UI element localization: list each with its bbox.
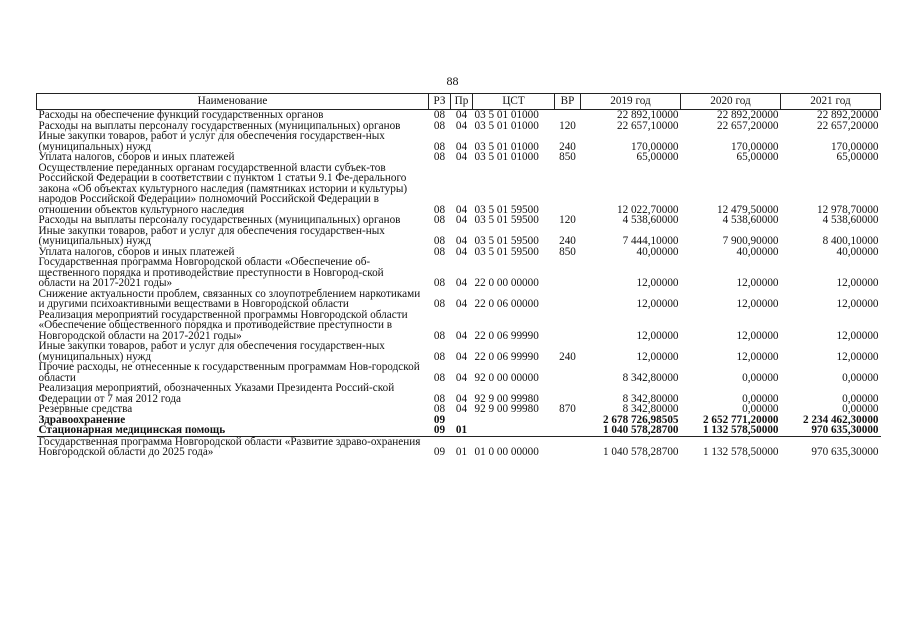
cell-name: Уплата налогов, сборов и иных платежей xyxy=(38,151,235,163)
cell-y2019: 22 657,10000 xyxy=(616,119,679,132)
cell-pr: 04 xyxy=(455,350,468,363)
cell-y2021: 4 538,60000 xyxy=(822,214,879,226)
cell-vr: 240 xyxy=(559,235,576,247)
cell-pr: 01 xyxy=(451,425,473,436)
cell-rz: 08 xyxy=(433,371,446,384)
cell-rz: 09 xyxy=(429,425,451,436)
cell-cst xyxy=(473,425,555,436)
table-row xyxy=(37,257,881,289)
cell-y2020: 12,00000 xyxy=(736,277,779,289)
cell-rz: 08 xyxy=(433,109,446,121)
cell-rz: 08 xyxy=(433,403,446,415)
table-row xyxy=(37,436,881,458)
cell-name: Реализация мероприятий государственной программы Новгородской области «Обеспечение общественного порядка и противодействие преступности в Новгородской области на 2017-2021 годы» xyxy=(38,308,408,342)
cell-name: Прочие расходы, не отнесенные к государственным программам Нов-городской области xyxy=(38,361,420,384)
cell-pr: 04 xyxy=(455,140,468,153)
cell-pr: 04 xyxy=(455,392,468,405)
cell-cst: 03 5 01 01000 xyxy=(474,151,539,163)
cell-cst: 22 0 06 99990 xyxy=(474,329,539,342)
cell-y2019: 1 040 578,28700 xyxy=(581,425,681,436)
cell-pr: 01 xyxy=(455,446,468,458)
cell-y2021: 970 635,30000 xyxy=(811,446,879,458)
cell-y2019: 12,00000 xyxy=(636,298,679,310)
cell-rz: 08 xyxy=(433,140,446,153)
cell-rz: 08 xyxy=(433,298,446,310)
cell-pr: 04 xyxy=(455,403,468,415)
cell-y2021: 2 234 462,30000 xyxy=(802,413,879,426)
cell-name: Иные закупки товаров, работ и услуг для обеспечения государствен-ных (муниципальных) нужд xyxy=(38,130,385,153)
cell-cst: 03 5 01 59500 xyxy=(474,203,539,216)
cell-pr: 04 xyxy=(455,119,468,132)
table-row xyxy=(37,163,881,216)
cell-y2020: 1 132 578,50000 xyxy=(681,425,781,436)
cell-y2019: 12,00000 xyxy=(636,329,679,342)
table-row xyxy=(37,310,881,342)
cell-y2020: 1 132 578,50000 xyxy=(702,446,779,458)
cell-pr: 04 xyxy=(455,371,468,384)
cell-pr: 04 xyxy=(455,203,468,216)
cell-y2021: 0,00000 xyxy=(842,403,879,415)
cell-vr: 850 xyxy=(559,245,576,258)
cell-vr xyxy=(555,257,581,289)
cell-y2021: 12,00000 xyxy=(836,277,879,289)
cell-y2020: 0,00000 xyxy=(742,392,779,405)
cell-y2021: 170,00000 xyxy=(830,140,879,153)
header-cst: ЦСТ xyxy=(473,94,555,110)
cell-rz: 08 xyxy=(433,392,446,405)
cell-cst: 03 5 01 59500 xyxy=(474,245,539,258)
cell-pr: 04 xyxy=(455,245,468,258)
cell-cst xyxy=(473,415,555,426)
cell-vr xyxy=(555,415,581,426)
cell-y2019: 4 538,60000 xyxy=(622,214,679,226)
cell-y2021: 12,00000 xyxy=(836,298,879,310)
cell-y2019: 12,00000 xyxy=(636,277,679,289)
cell-vr xyxy=(555,425,581,436)
cell-y2020: 12,00000 xyxy=(736,298,779,310)
cell-y2021: 970 635,30000 xyxy=(781,425,881,436)
header-vr: ВР xyxy=(555,94,581,110)
cell-vr: 120 xyxy=(559,214,576,226)
cell-y2020: 12 479,50000 xyxy=(716,203,779,216)
cell-rz: 08 xyxy=(433,119,446,132)
cell-y2019: 12 022,70000 xyxy=(616,203,679,216)
cell-y2019: 1 040 578,28700 xyxy=(602,446,679,458)
cell-vr xyxy=(555,110,581,121)
cell-rz: 08 xyxy=(433,151,446,163)
cell-name: Расходы на выплаты персоналу государственных (муниципальных) органов xyxy=(38,214,401,226)
cell-y2021: 0,00000 xyxy=(842,392,879,405)
budget-table xyxy=(36,93,881,458)
cell-pr: 04 xyxy=(455,329,468,342)
cell-name: Расходы на обеспечение функций государственных органов xyxy=(38,109,324,121)
cell-vr: 870 xyxy=(559,403,576,415)
cell-cst: 03 5 01 01000 xyxy=(474,140,539,153)
cell-cst: 92 9 00 99980 xyxy=(474,403,539,415)
cell-pr: 04 xyxy=(455,277,468,289)
table-row xyxy=(37,289,881,310)
cell-y2019: 12,00000 xyxy=(636,350,679,363)
header-pr: Пр xyxy=(451,94,473,110)
cell-cst: 01 0 00 00000 xyxy=(474,446,539,458)
cell-name: Здравоохранение xyxy=(38,413,126,426)
table-row xyxy=(37,152,881,163)
cell-rz: 08 xyxy=(433,329,446,342)
cell-name: Уплата налогов, сборов и иных платежей xyxy=(38,245,235,258)
page-number: 88 xyxy=(446,74,459,88)
header-rz: РЗ xyxy=(429,94,451,110)
cell-name: Государственная программа Новгородской области «Развитие здраво-охранения Новгородской области до 2025 года» xyxy=(38,435,421,458)
cell-name: Резервные средства xyxy=(38,403,133,415)
cell-y2020: 0,00000 xyxy=(742,371,779,384)
cell-y2020: 22 892,20000 xyxy=(716,109,779,121)
cell-y2020: 7 900,90000 xyxy=(722,235,779,247)
cell-cst: 92 9 00 99980 xyxy=(474,392,539,405)
cell-cst: 22 0 06 99990 xyxy=(474,350,539,363)
cell-y2020: 0,00000 xyxy=(742,403,779,415)
cell-rz: 08 xyxy=(433,214,446,226)
cell-y2019: 170,00000 xyxy=(630,140,679,153)
cell-pr: 04 xyxy=(455,151,468,163)
cell-y2019: 40,00000 xyxy=(636,245,679,258)
cell-y2020: 170,00000 xyxy=(730,140,779,153)
cell-cst: 22 0 06 00000 xyxy=(474,298,539,310)
table-row xyxy=(37,404,881,415)
cell-vr xyxy=(555,436,581,458)
cell-y2020: 65,00000 xyxy=(736,151,779,163)
cell-y2021: 22 657,20000 xyxy=(816,119,879,132)
cell-vr xyxy=(555,362,581,383)
cell-name: Реализация мероприятий, обозначенных Указами Президента Россий-ской Федерации от 7 мая 2012 года xyxy=(38,382,395,405)
cell-y2019: 7 444,10000 xyxy=(622,235,679,247)
cell-y2019: 8 342,80000 xyxy=(622,403,679,415)
cell-name: Государственная программа Новгородской области «Обеспечение об-щественного порядка и противодействие преступности в Новгород-ской области на 2017-2021 годы» xyxy=(38,256,384,289)
table-body xyxy=(37,110,881,458)
header-2021: 2021 год xyxy=(781,94,881,110)
cell-y2020: 22 657,20000 xyxy=(716,119,779,132)
cell-y2021: 65,00000 xyxy=(836,151,879,163)
cell-name: Иные закупки товаров, работ и услуг для обеспечения государствен-ных (муниципальных) нужд xyxy=(38,340,385,363)
cell-cst: 22 0 00 00000 xyxy=(474,277,539,289)
cell-y2021: 8 400,10000 xyxy=(822,235,879,247)
cell-y2021: 12,00000 xyxy=(836,329,879,342)
cell-cst: 03 5 01 01000 xyxy=(474,109,539,121)
cell-name: Стационарная медицинская помощь xyxy=(37,425,429,436)
cell-rz: 09 xyxy=(433,446,446,458)
cell-cst: 03 5 01 59500 xyxy=(474,235,539,247)
cell-cst: 03 5 01 59500 xyxy=(474,214,539,226)
table-row xyxy=(37,341,881,362)
cell-y2021: 40,00000 xyxy=(836,245,879,258)
cell-name: Осуществление переданных органам государственной власти субъек-тов Российской Федерации в соответствии с пунктом 1 статьи 9.1 Фе-дерального закона «Об объектах культурного наследия (памятниках истории и культуры) народов Российской Федерации» полномочий Российской Федерации в отношении объектов культурного наследия xyxy=(38,161,408,216)
cell-name: Снижение актуальности проблем, связанных со злоупотреблением наркотиками и другими психоактивными веществами в Новгородской области xyxy=(38,287,421,310)
cell-rz: 09 xyxy=(433,413,446,426)
table-row xyxy=(37,362,881,383)
cell-rz: 08 xyxy=(433,350,446,363)
cell-y2020: 4 538,60000 xyxy=(722,214,779,226)
cell-rz: 08 xyxy=(433,203,446,216)
cell-vr: 850 xyxy=(559,151,576,163)
table-row xyxy=(37,425,881,436)
cell-y2019: 8 342,80000 xyxy=(622,392,679,405)
cell-rz: 08 xyxy=(433,245,446,258)
cell-y2019: 22 892,10000 xyxy=(616,109,679,121)
cell-y2020: 12,00000 xyxy=(736,350,779,363)
cell-pr: 04 xyxy=(455,235,468,247)
header-2019: 2019 год xyxy=(581,94,681,110)
cell-cst: 03 5 01 01000 xyxy=(474,119,539,132)
header-2020: 2020 год xyxy=(681,94,781,110)
cell-pr: 04 xyxy=(455,214,468,226)
cell-pr: 04 xyxy=(455,109,468,121)
cell-vr xyxy=(555,383,581,404)
header-row xyxy=(37,94,881,110)
cell-rz: 08 xyxy=(433,277,446,289)
cell-y2020: 40,00000 xyxy=(736,245,779,258)
cell-y2021: 12,00000 xyxy=(836,350,879,363)
table-row xyxy=(37,110,881,121)
cell-vr: 240 xyxy=(559,350,576,363)
cell-y2021: 0,00000 xyxy=(842,371,879,384)
cell-y2019: 8 342,80000 xyxy=(622,371,679,384)
cell-rz: 08 xyxy=(433,235,446,247)
table-row xyxy=(37,383,881,404)
cell-pr: 04 xyxy=(455,298,468,310)
cell-vr xyxy=(555,163,581,216)
table-row xyxy=(37,131,881,152)
cell-y2021: 12 978,70000 xyxy=(816,203,879,216)
cell-vr xyxy=(555,289,581,310)
table-row xyxy=(37,226,881,247)
cell-cst: 92 0 00 00000 xyxy=(474,371,539,384)
cell-y2020: 12,00000 xyxy=(736,329,779,342)
cell-vr: 120 xyxy=(559,119,576,132)
table-row xyxy=(37,215,881,226)
cell-vr: 240 xyxy=(559,140,576,153)
cell-name: Иные закупки товаров, работ и услуг для обеспечения государствен-ных (муниципальных) нужд xyxy=(38,224,385,247)
header-name: Наименование xyxy=(37,94,429,110)
cell-y2019: 65,00000 xyxy=(636,151,679,163)
cell-y2021: 22 892,20000 xyxy=(816,109,879,121)
cell-vr xyxy=(555,310,581,342)
cell-y2020: 2 652 771,20000 xyxy=(702,413,779,426)
cell-y2019: 2 678 726,98505 xyxy=(602,413,679,426)
cell-name: Расходы на выплаты персоналу государственных (муниципальных) органов xyxy=(38,119,401,132)
